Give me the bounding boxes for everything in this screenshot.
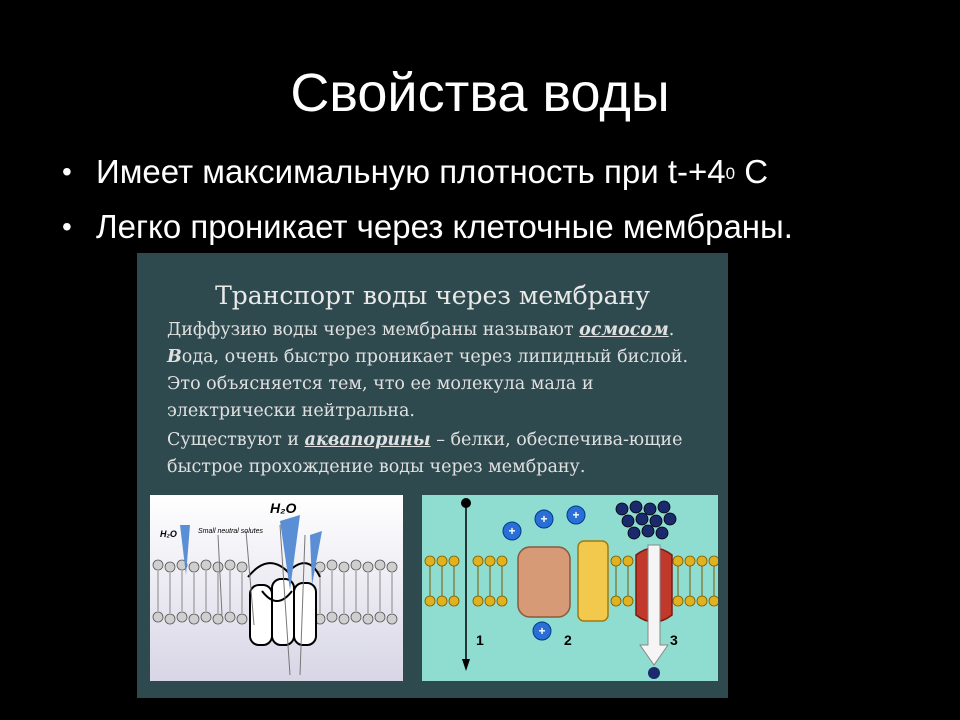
bullet-text: Легко проникает через клеточные мембраны. bbox=[96, 208, 793, 245]
text-span: Существуют и bbox=[167, 430, 300, 450]
h2o-large-label: H₂O bbox=[270, 500, 297, 516]
term-aquaporins: аквапорины bbox=[304, 430, 431, 450]
solutes-label: Small neutral solutes bbox=[198, 528, 263, 535]
term-osmosis: осмосом bbox=[579, 320, 669, 340]
label-1: 1 bbox=[476, 632, 484, 648]
bullet-list bbox=[62, 152, 793, 262]
carrier-protein bbox=[518, 547, 570, 617]
label-2: 2 bbox=[564, 632, 572, 648]
bullet-item bbox=[62, 152, 793, 192]
svg-text:+: + bbox=[572, 508, 580, 522]
paragraph-aquaporins bbox=[167, 427, 712, 481]
bullet-dot-icon: • bbox=[62, 211, 72, 242]
text-span: – белки, обеспечива-ющие быстрое прохождение воды через мембрану. bbox=[167, 430, 683, 477]
text-span: ода, очень быстро проникает через липидный бислой. Это объясняется тем, что ее молекула мала и электрически нейтральна. bbox=[167, 347, 689, 421]
aquaporin-illustration bbox=[150, 495, 403, 681]
molecule-icon bbox=[648, 667, 660, 679]
paragraph-osmosis bbox=[167, 317, 712, 425]
svg-text:+: + bbox=[538, 624, 546, 638]
bullet-item bbox=[62, 207, 793, 247]
molecule-icon bbox=[461, 498, 471, 508]
slide-title: Свойства воды bbox=[290, 63, 670, 123]
text-span: В bbox=[167, 347, 182, 367]
transport-svg bbox=[422, 495, 718, 681]
text-span: . bbox=[668, 320, 675, 340]
membrane-transport-illustration bbox=[422, 495, 718, 681]
channel-protein bbox=[578, 541, 608, 621]
label-3: 3 bbox=[670, 632, 678, 648]
bullet-text: Имеет максимальную плотность при t-+4 bbox=[96, 153, 726, 190]
bullet-superscript: 0 bbox=[725, 164, 736, 183]
text-span: Диффузию воды через мембраны называют bbox=[167, 320, 574, 340]
svg-text:+: + bbox=[508, 524, 516, 538]
svg-text:+: + bbox=[540, 512, 548, 526]
panel-text bbox=[167, 317, 712, 483]
aquaporin-svg bbox=[150, 495, 403, 681]
bullet-dot-icon: • bbox=[62, 156, 72, 187]
bullet-suffix: С bbox=[735, 153, 769, 190]
panel-title: Транспорт воды через мембрану bbox=[215, 281, 650, 310]
h2o-small-label: H₂O bbox=[160, 529, 177, 539]
